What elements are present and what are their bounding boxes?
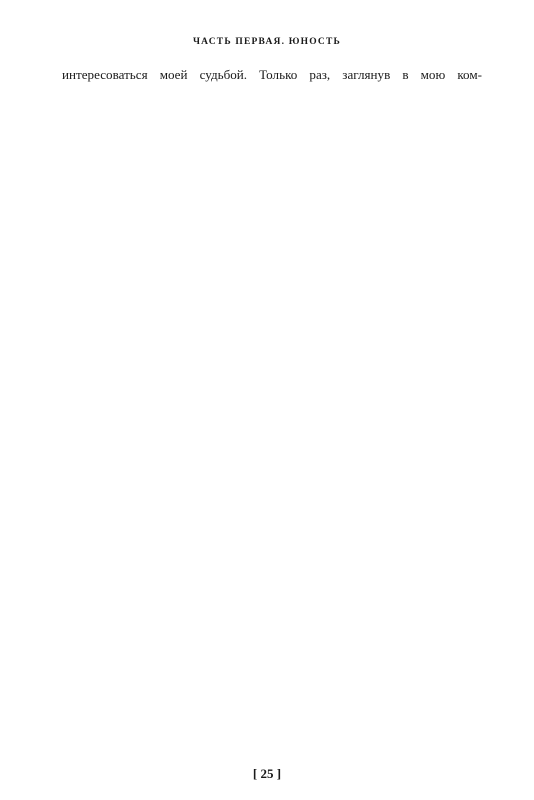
page-number: [ 25 ] [252, 766, 282, 781]
running-head: ЧАСТЬ ПЕРВАЯ. ЮНОСТЬ [192, 37, 342, 47]
body-text [62, 66, 482, 85]
text-line: интересоваться моей судьбой. Только раз, заглянув в мою ком- [62, 67, 482, 82]
